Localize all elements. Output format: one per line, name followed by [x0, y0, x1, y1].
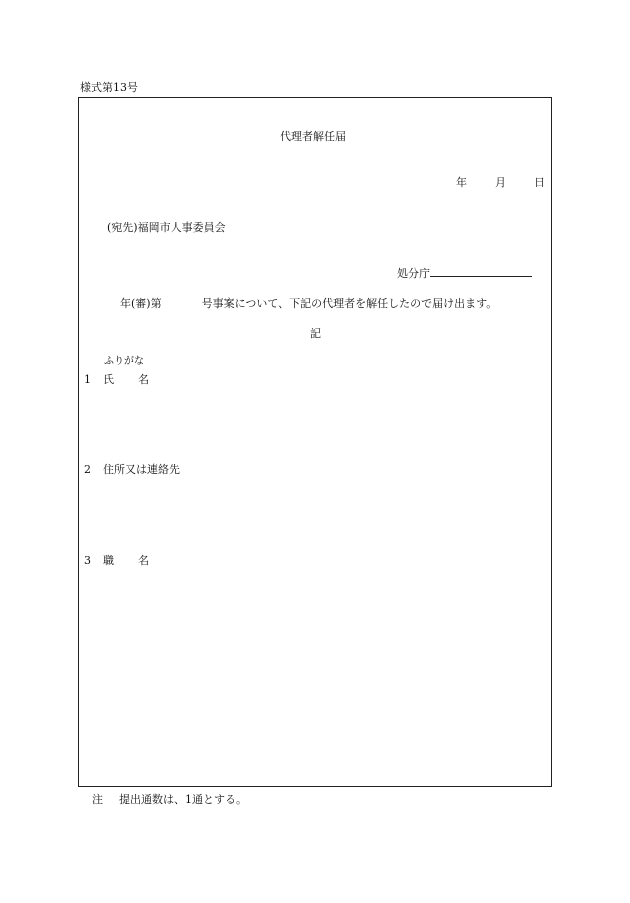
- form-number: 様式第13号: [80, 81, 138, 94]
- footnote-label: 注: [92, 793, 103, 806]
- item-2: [84, 464, 180, 475]
- footnote: [92, 794, 247, 805]
- date-line: [456, 177, 545, 188]
- item-3: [84, 555, 149, 566]
- agency-line: [397, 266, 532, 279]
- date-year: 年: [456, 176, 467, 189]
- item-3-label-a: 職: [103, 554, 114, 567]
- body-prefix: 年(審)第: [120, 297, 162, 310]
- footnote-text: 提出通数は、1通とする。: [119, 793, 247, 806]
- item-2-label: 住所又は連絡先: [103, 463, 180, 476]
- item-3-label-b: 名: [138, 554, 149, 567]
- body-suffix: 号事案について、下記の代理者を解任したので届け出ます。: [201, 297, 498, 310]
- item-2-number: 2: [84, 463, 91, 476]
- date-day: 日: [534, 176, 545, 189]
- item-1: [84, 374, 149, 385]
- addressee: (宛先)福岡市人事委員会: [107, 221, 226, 234]
- body-sentence: [120, 298, 497, 309]
- item-1-number: 1: [84, 373, 91, 386]
- item-1-furigana: ふりがな: [104, 356, 144, 367]
- item-1-label-a: 氏: [103, 373, 114, 386]
- item-1-label-b: 名: [138, 373, 149, 386]
- ki-heading: 記: [310, 327, 321, 340]
- item-3-number: 3: [84, 554, 91, 567]
- date-month: 月: [495, 176, 506, 189]
- agency-label: 処分庁: [397, 267, 430, 280]
- document-title: 代理者解任届: [280, 130, 346, 143]
- form-frame: [78, 97, 552, 787]
- agency-blank: [430, 266, 532, 277]
